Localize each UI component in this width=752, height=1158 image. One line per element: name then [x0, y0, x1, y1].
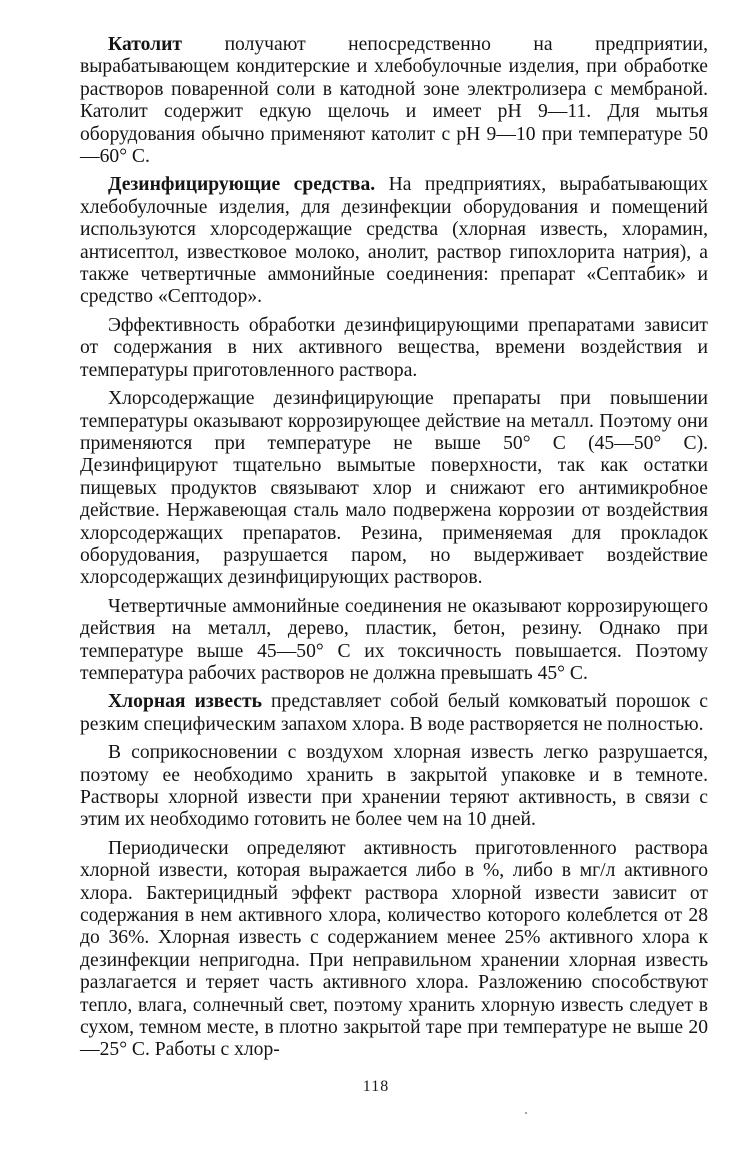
paragraph-text: Хлорсодержащие дезинфицирующие препараты при повышении температуры оказывают коррозирующее действие на металл. Поэтому они применяются при температуре не выше 50° С (45—50° С). Дезинфицируют тщательно вымытые поверхности, так как остатки пищевых продуктов связывают хлор и снижают его антимикробное действие. Нержавеющая сталь мало подвержена коррозии от воздействия хлорсодержащих препаратов. Резина, применяемая для прокладок оборудования, разрушается паром, но выдерживает воздействие хлорсодержащих дезинфицирующих растворов. — [80, 388, 708, 589]
paragraph-text: Четвертичные аммонийные соединения не оказывают коррозирующего действия на металл, дерево, пластик, бетон, резину. Однако при температуре выше 45—50° С их токсичность повышается. Поэтому температура рабочих растворов не должна превышать 45° С. — [80, 595, 708, 684]
paragraph-text: На предприятиях, вырабатывающих хлебобулочные изделия, для дезинфекции оборудования и помещений используются хлорсодержащие средства (хлорная известь, хлорамин, антисептол, известковое молоко, анолит, раствор гипохлорита натрия), а также четвертичные аммонийные соединения: препарат «Септабик» и средство «Септодор». — [80, 174, 708, 308]
paragraph-text: получают непосредственно на предприятии, вырабатывающем кондитерские и хлебобулочные изделия, при обработке растворов поваренной соли в катодной зоне электролизера с мембраной. Католит содержит едкую щелочь и имеет pH 9—11. Для мытья оборудования обычно применяют католит с pH 9—10 при температуре 50—60° С. — [80, 34, 708, 168]
paragraph-efficiency — [80, 315, 708, 382]
term-disinfectants: Дезинфицирующие средства. — [108, 174, 376, 196]
paragraph-storage — [80, 742, 708, 832]
page-number: 118 — [362, 1078, 390, 1095]
paragraph-katolit — [80, 34, 708, 168]
paragraph-disinfectants — [80, 174, 708, 308]
term-katolit: Католит — [108, 34, 183, 55]
paragraph-text: представляет собой белый комковатый порошок с резким специфическим запахом хлора. В воде растворяется не полностью. — [80, 691, 708, 735]
term-chlorinated-lime: Хлорная известь — [108, 691, 262, 713]
paragraph-text: Эффективность обработки дезинфицирующими препаратами зависит от содержания в них активного вещества, времени воздействия и температуры приготовленного раствора. — [80, 314, 708, 381]
paragraph-text: Периодически определяют активность приготовленного раствора хлорной извести, которая выражается либо в %, либо в мг/л активного хлора. Бактерицидный эффект раствора хлорной извести зависит от содержания в нем активного хлора, количество которого колеблется от 28 до 36%. Хлорная известь с содержанием менее 25% активного хлора к дезинфекции непригодна. При неправильном хранении хлорная известь разлагается и теряет часть активного хлора. Разложению способствуют тепло, влага, солнечный свет, поэтому хранить хлорную известь следует в сухом, темном месте, в плотно закрытой таре при температуре не выше 20—25° С. Работы с хлор- — [80, 837, 708, 1061]
paragraph-ammonium-compounds — [80, 596, 708, 686]
paragraph-chlorine-preparations — [80, 388, 708, 590]
paragraph-text: В соприкосновении с воздухом хлорная известь легко разрушается, поэтому ее необходимо хранить в закрытой упаковке и в темноте. Растворы хлорной извести при хранении теряют активность, в связи с этим их необходимо готовить не более чем на 10 дней. — [80, 742, 708, 831]
paragraph-activity — [80, 838, 708, 1062]
body-text — [80, 34, 708, 1068]
scan-speck — [525, 1112, 527, 1114]
paragraph-chlorinated-lime — [80, 691, 708, 736]
